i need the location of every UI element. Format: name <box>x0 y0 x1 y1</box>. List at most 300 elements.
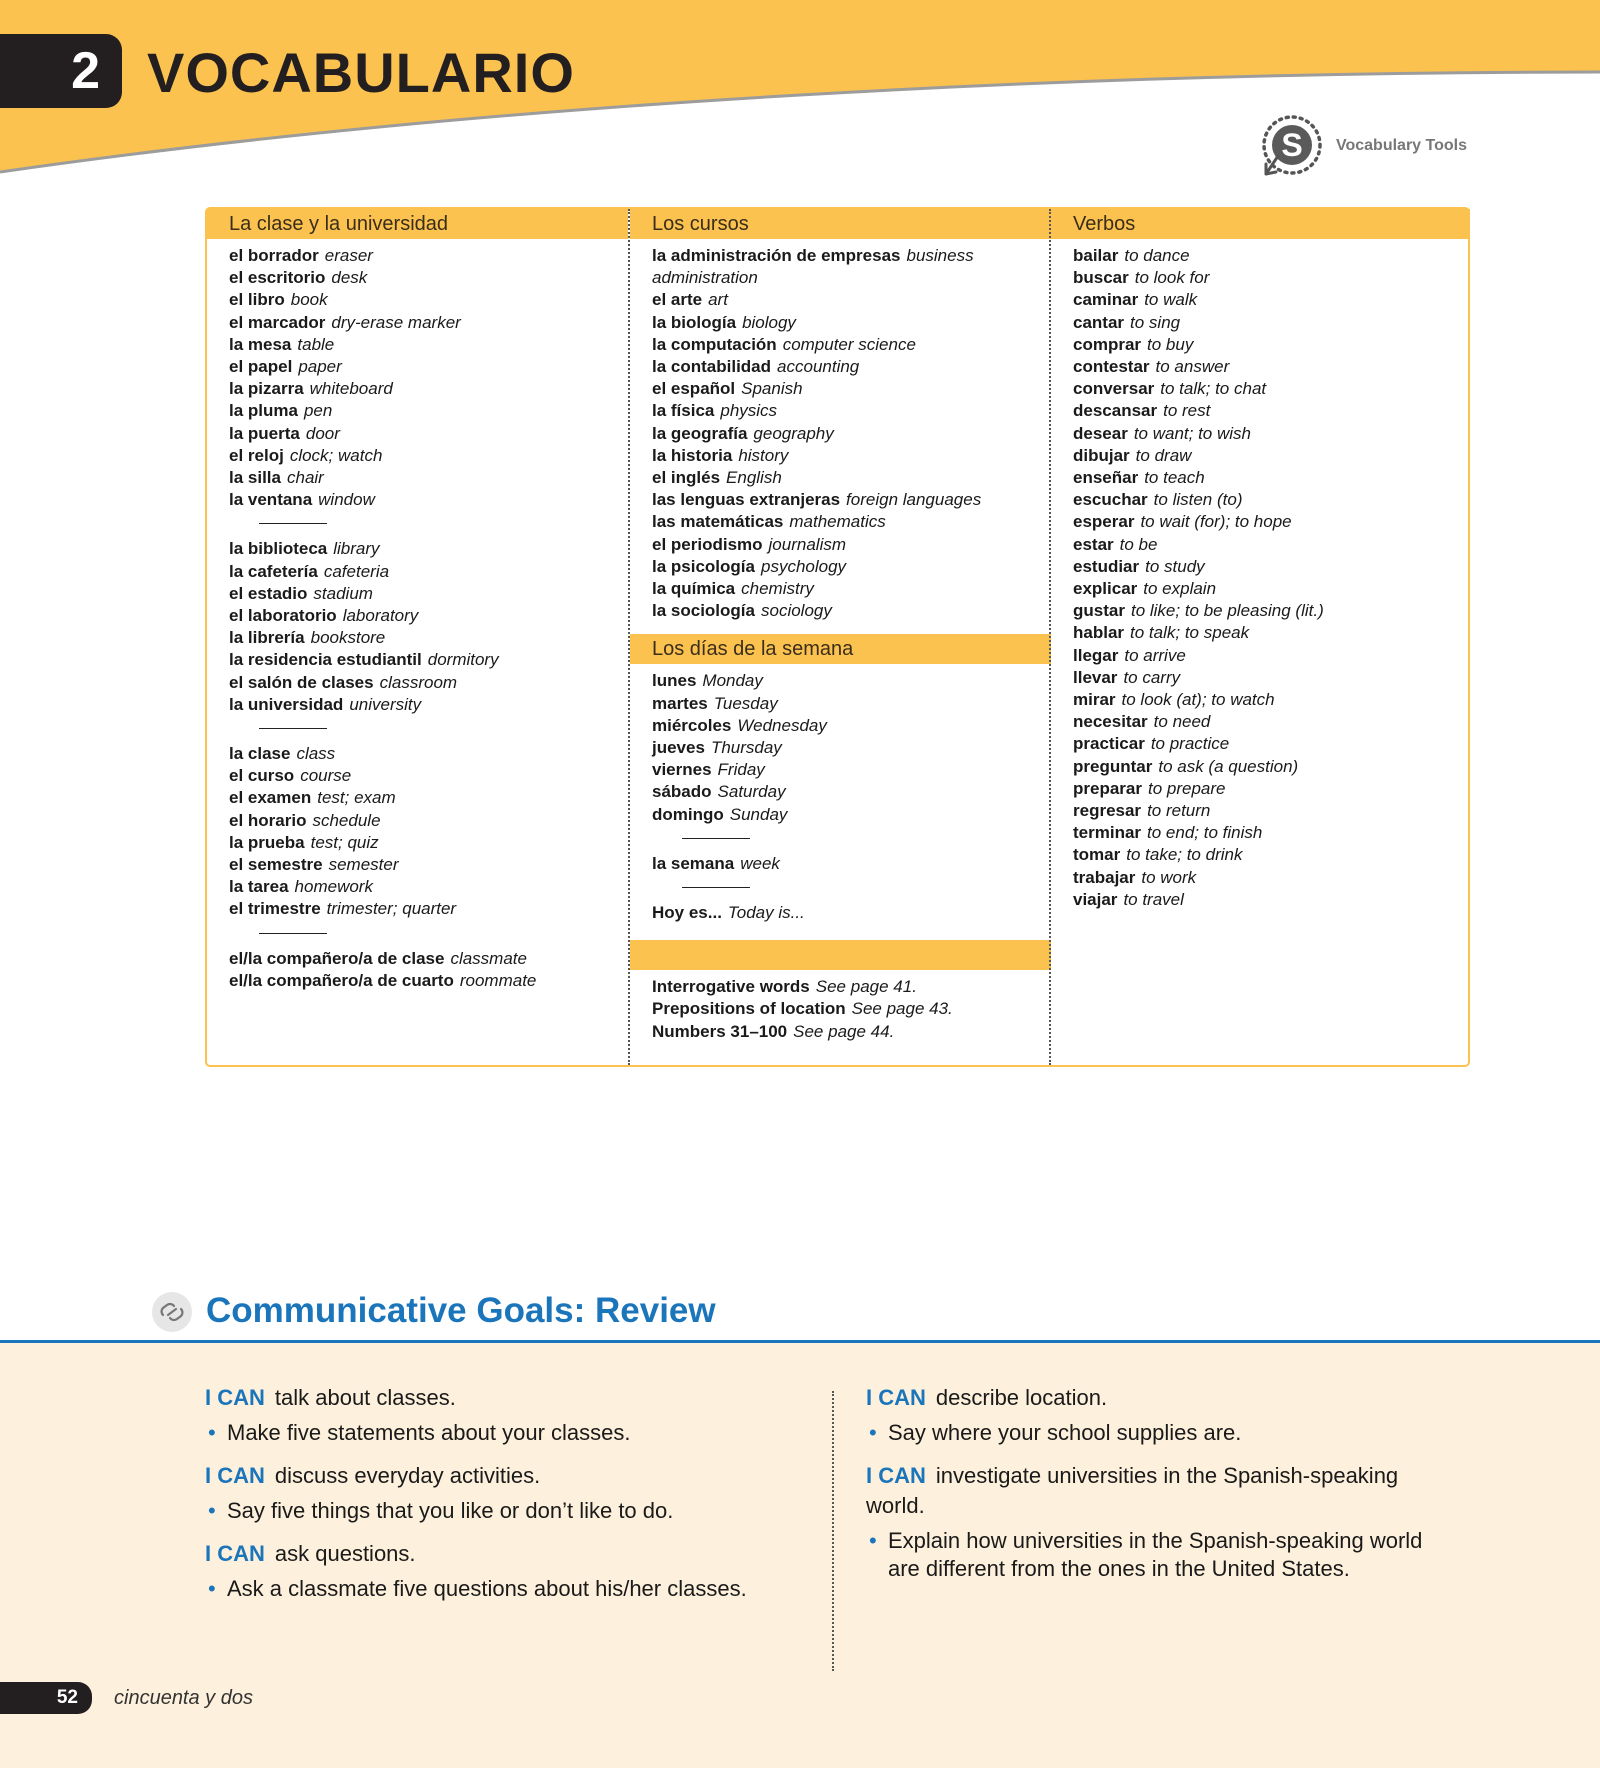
spanish-term: la administración de empresas <box>652 246 901 265</box>
english-translation: to wait (for); to hope <box>1140 512 1292 532</box>
english-translation: art <box>708 290 728 310</box>
goal-task-text: Explain how universities in the Spanish-speaking world are different from the ones in the United States. <box>888 1528 1423 1581</box>
vocab-entry <box>1073 778 1470 800</box>
vocab-entry <box>652 378 1051 400</box>
english-translation: window <box>318 490 375 510</box>
vocab-entry <box>1073 356 1470 378</box>
goal-text: investigate universities in the Spanish-speaking world. <box>866 1463 1399 1518</box>
spanish-term: la física <box>652 401 715 421</box>
goal-task <box>866 1419 1426 1447</box>
goal-statement <box>866 1461 1426 1521</box>
spanish-term: viernes <box>652 760 712 780</box>
spanish-term: bailar <box>1073 246 1119 265</box>
vocab-entry <box>1073 689 1470 711</box>
vocabulary-tools-icon <box>1258 112 1326 180</box>
spanish-term: el libro <box>229 290 285 310</box>
english-translation: to explain <box>1143 579 1217 599</box>
vocab-entry <box>229 312 628 334</box>
vocab-entry <box>1073 400 1470 422</box>
english-translation: See page 43. <box>851 999 953 1019</box>
vocab-entry <box>229 605 628 627</box>
vocab-entry <box>652 289 1051 311</box>
spanish-term: la prueba <box>229 832 305 852</box>
vocab-entry <box>1073 578 1470 600</box>
spanish-term: la biología <box>652 312 737 332</box>
goals-title: Communicative Goals: Review <box>206 1291 716 1330</box>
i-can-label: I CAN <box>866 1385 926 1410</box>
section-heading: Verbos <box>1051 209 1470 239</box>
english-translation: Sunday <box>729 804 788 824</box>
vocab-entry <box>229 334 628 356</box>
vocab-entry <box>652 759 1051 781</box>
goal-task-text: Say five things that you like or don’t like to do. <box>227 1498 674 1523</box>
spanish-term: regresar <box>1073 801 1142 821</box>
english-translation: to like; to be pleasing (lit.) <box>1130 601 1324 621</box>
vocab-entry <box>229 289 628 311</box>
spanish-term: sábado <box>652 782 712 802</box>
goal-task <box>205 1419 805 1447</box>
goal-task-text: Make five statements about your classes. <box>227 1420 631 1445</box>
vocab-entry <box>229 694 628 716</box>
english-translation: chair <box>286 468 324 488</box>
vocab-entry <box>652 670 1051 692</box>
vocab-entry <box>229 467 628 489</box>
english-translation: to dance <box>1124 246 1190 265</box>
spanish-term: el/la compañero/a de clase <box>229 948 445 968</box>
vocab-entry <box>652 600 1051 622</box>
spanish-term: desear <box>1073 423 1128 443</box>
vocab-entry <box>652 511 1051 533</box>
english-translation: to teach <box>1144 468 1205 488</box>
english-translation: computer science <box>782 334 916 354</box>
vocab-entry <box>1073 511 1470 533</box>
english-translation: class <box>296 744 336 764</box>
vocab-entry <box>1073 889 1470 911</box>
vocab-entry <box>1073 489 1470 511</box>
spanish-term: cantar <box>1073 312 1125 332</box>
vocab-entry <box>229 948 628 970</box>
english-translation: sociology <box>760 601 832 621</box>
vocab-list <box>1051 239 1470 911</box>
english-translation: physics <box>720 401 778 421</box>
vocab-entry <box>229 378 628 400</box>
spanish-term: el salón de clases <box>229 672 374 692</box>
english-translation: to want; to wish <box>1133 423 1251 443</box>
spanish-term: enseñar <box>1073 468 1139 488</box>
vocab-entry <box>1073 756 1470 778</box>
vocab-entry <box>1073 622 1470 644</box>
spanish-term: hablar <box>1073 623 1125 643</box>
english-translation: to sing <box>1130 312 1181 332</box>
vocab-entry <box>229 672 628 694</box>
goal-task-text: Ask a classmate five questions about his/her classes. <box>227 1576 747 1601</box>
spanish-term: el escritorio <box>229 268 326 288</box>
spanish-term: el español <box>652 379 736 399</box>
group-divider <box>259 523 327 524</box>
goals-column-right <box>866 1383 1426 1597</box>
english-translation: book <box>290 290 328 310</box>
english-translation: to end; to finish <box>1147 823 1263 843</box>
english-translation: See page 44. <box>793 1021 895 1041</box>
vocab-entry <box>229 787 628 809</box>
vocab-entry <box>1073 667 1470 689</box>
english-translation: to look for <box>1134 268 1210 288</box>
goal-text: describe location. <box>935 1385 1108 1410</box>
spanish-term: el/la compañero/a de cuarto <box>229 970 454 990</box>
vocab-list <box>207 239 628 992</box>
vocab-entry <box>652 781 1051 803</box>
vocab-entry <box>229 423 628 445</box>
english-translation: Saturday <box>717 782 786 802</box>
i-can-label: I CAN <box>205 1463 265 1488</box>
vocab-list <box>630 664 1051 924</box>
bullet-icon: • <box>869 1420 877 1445</box>
english-translation: to rest <box>1163 401 1211 421</box>
goal-statement <box>205 1383 805 1413</box>
spanish-term: practicar <box>1073 734 1145 754</box>
spanish-term: la cafetería <box>229 561 318 581</box>
vocab-entry <box>1073 423 1470 445</box>
goal-item <box>205 1539 805 1603</box>
vocab-entry <box>652 423 1051 445</box>
english-translation: dormitory <box>427 650 499 670</box>
group-divider <box>682 887 750 888</box>
english-translation: to draw <box>1135 445 1192 465</box>
english-translation: to need <box>1153 712 1211 732</box>
goal-text: talk about classes. <box>274 1385 456 1410</box>
english-translation: accounting <box>777 357 860 377</box>
vocab-entry <box>652 902 1051 924</box>
english-translation: Thursday <box>710 738 782 758</box>
spanish-term: estar <box>1073 534 1114 554</box>
english-translation: to carry <box>1123 667 1181 687</box>
vocab-entry <box>229 765 628 787</box>
spanish-term: la contabilidad <box>652 357 772 377</box>
vocab-entry <box>652 976 1051 998</box>
spanish-term: la pizarra <box>229 379 304 399</box>
english-translation: to be <box>1119 534 1158 554</box>
spanish-term: la computación <box>652 334 777 354</box>
page-number-words: cincuenta y dos <box>114 1687 253 1709</box>
spanish-term: dibujar <box>1073 445 1130 465</box>
vocab-entry <box>229 832 628 854</box>
english-translation: schedule <box>312 810 381 830</box>
vocab-entry <box>1073 844 1470 866</box>
vocab-entry <box>229 245 628 267</box>
vocab-entry <box>229 854 628 876</box>
goal-task <box>205 1575 805 1603</box>
goal-statement <box>866 1383 1426 1413</box>
spanish-term: llegar <box>1073 645 1119 665</box>
vocab-entry <box>1073 289 1470 311</box>
vocab-entry <box>652 693 1051 715</box>
svg-text:S: S <box>1281 127 1303 163</box>
spanish-term: conversar <box>1073 379 1155 399</box>
spanish-term: el trimestre <box>229 899 321 919</box>
vocab-entry <box>229 400 628 422</box>
spanish-term: la mesa <box>229 334 292 354</box>
spanish-term: el estadio <box>229 583 308 603</box>
goal-task-text: Say where your school supplies are. <box>888 1420 1242 1445</box>
english-translation: to arrive <box>1124 645 1186 665</box>
spanish-term: la librería <box>229 628 305 648</box>
vocab-entry <box>652 467 1051 489</box>
goal-item <box>205 1383 805 1447</box>
english-translation: Monday <box>702 671 763 691</box>
english-translation: test; exam <box>317 788 396 808</box>
spanish-term: la química <box>652 579 736 599</box>
vocab-column-verbs <box>1049 209 1470 1065</box>
spanish-term: la universidad <box>229 694 344 714</box>
english-translation: laboratory <box>342 606 419 626</box>
section-heading: Los cursos <box>630 209 1051 239</box>
spanish-term: gustar <box>1073 601 1125 621</box>
goal-statement <box>205 1461 805 1491</box>
vocab-column-courses <box>628 209 1051 1065</box>
spanish-term: el papel <box>229 357 293 377</box>
vocab-entry <box>229 445 628 467</box>
spanish-term: la sociología <box>652 601 755 621</box>
english-translation: Tuesday <box>713 693 778 713</box>
spanish-term: el examen <box>229 788 312 808</box>
spanish-term: el horario <box>229 810 307 830</box>
vocab-entry <box>229 561 628 583</box>
goals-separator <box>832 1391 834 1671</box>
spanish-term: el inglés <box>652 468 721 488</box>
vocab-entry <box>1073 600 1470 622</box>
spanish-term: tomar <box>1073 845 1121 865</box>
goal-statement <box>205 1539 805 1569</box>
vocab-entry <box>229 876 628 898</box>
english-translation: chemistry <box>741 579 814 599</box>
vocab-entry <box>652 400 1051 422</box>
english-translation: biology <box>742 312 796 332</box>
vocab-entry <box>652 534 1051 556</box>
spanish-term: esperar <box>1073 512 1135 532</box>
english-translation: English <box>726 468 782 488</box>
goals-column-left <box>205 1383 805 1617</box>
vocab-entry <box>652 356 1051 378</box>
section-heading-bar <box>630 940 1051 970</box>
english-translation: classroom <box>379 672 458 692</box>
vocab-entry <box>229 627 628 649</box>
spanish-term: buscar <box>1073 268 1129 288</box>
english-translation: week <box>740 853 780 873</box>
link-icon <box>152 1292 192 1332</box>
vocab-entry <box>1073 867 1470 889</box>
spanish-term: el periodismo <box>652 534 763 554</box>
group-divider <box>682 838 750 839</box>
vocab-entry <box>229 898 628 920</box>
spanish-term: preguntar <box>1073 756 1153 776</box>
chapter-number-badge: 2 <box>0 34 122 108</box>
bullet-icon: • <box>208 1576 216 1601</box>
vocabulary-tools-link[interactable] <box>1258 112 1467 180</box>
english-translation: stadium <box>313 583 373 603</box>
spanish-term: escuchar <box>1073 490 1148 510</box>
vocab-entry <box>1073 645 1470 667</box>
english-translation: to talk; to speak <box>1130 623 1250 643</box>
vocab-entry <box>229 356 628 378</box>
english-translation: to practice <box>1150 734 1230 754</box>
vocab-column-class <box>207 209 628 1065</box>
vocab-entry <box>652 445 1051 467</box>
bullet-icon: • <box>208 1498 216 1523</box>
vocab-entry <box>229 810 628 832</box>
page-number: 52 <box>0 1682 92 1714</box>
vocab-entry <box>1073 378 1470 400</box>
english-translation: whiteboard <box>309 379 393 399</box>
vocab-entry <box>229 489 628 511</box>
spanish-term: las lenguas extranjeras <box>652 490 841 510</box>
vocab-entry <box>652 245 1051 289</box>
vocab-entry <box>652 578 1051 600</box>
english-translation: to listen (to) <box>1153 490 1243 510</box>
vocab-entry <box>652 556 1051 578</box>
english-translation: journalism <box>768 534 847 554</box>
spanish-term: el arte <box>652 290 703 310</box>
english-translation: Wednesday <box>737 715 827 735</box>
english-translation: trimester; quarter <box>326 899 457 919</box>
vocab-entry <box>1073 245 1470 267</box>
spanish-term: Hoy es... <box>652 903 722 923</box>
english-translation: homework <box>294 877 373 897</box>
spanish-term: la tarea <box>229 877 289 897</box>
vocab-entry <box>1073 733 1470 755</box>
goal-item <box>866 1461 1426 1583</box>
goal-item <box>866 1383 1426 1447</box>
i-can-label: I CAN <box>866 1463 926 1488</box>
vocab-entry <box>652 998 1051 1020</box>
goal-item <box>205 1461 805 1525</box>
spanish-term: la clase <box>229 744 291 764</box>
vocab-entry <box>229 267 628 289</box>
spanish-term: la semana <box>652 853 735 873</box>
vocab-entry <box>1073 556 1470 578</box>
goal-text: ask questions. <box>274 1541 416 1566</box>
spanish-term: la historia <box>652 445 733 465</box>
english-translation: to study <box>1145 556 1205 576</box>
vocab-entry <box>652 737 1051 759</box>
spanish-term: la psicología <box>652 556 755 576</box>
bullet-icon: • <box>869 1528 877 1553</box>
english-translation: pen <box>303 401 333 421</box>
english-translation: paper <box>298 357 342 377</box>
section-heading: La clase y la universidad <box>207 209 628 239</box>
spanish-term: martes <box>652 693 708 713</box>
spanish-term: Interrogative words <box>652 977 810 997</box>
goal-task <box>205 1497 805 1525</box>
english-translation: See page 41. <box>815 977 917 997</box>
english-translation: Today is... <box>727 903 805 923</box>
vocab-entry <box>652 1021 1051 1043</box>
spanish-term: comprar <box>1073 334 1142 354</box>
english-translation: to take; to drink <box>1126 845 1243 865</box>
spanish-term: domingo <box>652 804 724 824</box>
spanish-term: la biblioteca <box>229 539 328 559</box>
spanish-term: el semestre <box>229 855 323 875</box>
vocab-entry <box>229 583 628 605</box>
spanish-term: miércoles <box>652 715 732 735</box>
vocab-entry <box>1073 467 1470 489</box>
english-translation: to ask (a question) <box>1158 756 1299 776</box>
spanish-term: el borrador <box>229 246 319 265</box>
english-translation: to look (at); to watch <box>1121 690 1275 710</box>
section-heading: Los días de la semana <box>630 634 1051 664</box>
spanish-term: la residencia estudiantil <box>229 650 422 670</box>
vocab-entry <box>1073 800 1470 822</box>
english-translation: test; quiz <box>310 832 379 852</box>
page-title: VOCABULARIO <box>147 41 575 104</box>
vocab-entry <box>1073 534 1470 556</box>
english-translation: Friday <box>717 760 765 780</box>
spanish-term: el reloj <box>229 445 284 465</box>
english-translation: foreign languages <box>846 490 982 510</box>
english-translation: classmate <box>450 948 527 968</box>
english-translation: history <box>738 445 789 465</box>
spanish-term: el laboratorio <box>229 606 337 626</box>
vocab-entry <box>229 970 628 992</box>
english-translation: table <box>297 334 335 354</box>
vocab-entry <box>652 804 1051 826</box>
spanish-term: Numbers 31–100 <box>652 1021 788 1041</box>
spanish-term: trabajar <box>1073 867 1136 887</box>
spanish-term: la ventana <box>229 490 313 510</box>
group-divider <box>259 933 327 934</box>
english-translation: to buy <box>1147 334 1194 354</box>
english-translation: roommate <box>459 970 537 990</box>
english-translation: geography <box>753 423 834 443</box>
spanish-term: el marcador <box>229 312 326 332</box>
english-translation: business administration <box>652 246 974 288</box>
spanish-term: estudiar <box>1073 556 1140 576</box>
spanish-term: jueves <box>652 738 705 758</box>
english-translation: door <box>305 423 340 443</box>
english-translation: to travel <box>1123 889 1184 909</box>
group-divider <box>259 728 327 729</box>
english-translation: desk <box>331 268 368 288</box>
vocab-entry <box>1073 822 1470 844</box>
vocab-entry <box>1073 267 1470 289</box>
spanish-term: la pluma <box>229 401 298 421</box>
english-translation: semester <box>328 855 399 875</box>
i-can-label: I CAN <box>205 1541 265 1566</box>
english-translation: to answer <box>1155 357 1230 377</box>
english-translation: to prepare <box>1147 778 1226 798</box>
goal-text: discuss everyday activities. <box>274 1463 541 1488</box>
bullet-icon: • <box>208 1420 216 1445</box>
vocab-entry <box>229 538 628 560</box>
vocab-entry <box>229 743 628 765</box>
vocab-entry <box>1073 445 1470 467</box>
english-translation: mathematics <box>789 512 886 532</box>
vocab-entry <box>652 334 1051 356</box>
reference-list <box>630 970 1051 1043</box>
vocab-entry <box>1073 711 1470 733</box>
english-translation: cafeteria <box>323 561 390 581</box>
spanish-term: la geografía <box>652 423 748 443</box>
vocab-entry <box>652 489 1051 511</box>
spanish-term: descansar <box>1073 401 1158 421</box>
spanish-term: preparar <box>1073 778 1142 798</box>
english-translation: dry-erase marker <box>331 312 461 332</box>
english-translation: to work <box>1141 867 1197 887</box>
vocab-entry <box>1073 334 1470 356</box>
english-translation: eraser <box>324 246 373 265</box>
english-translation: course <box>300 766 352 786</box>
goal-task <box>866 1527 1426 1583</box>
vocab-entry <box>652 715 1051 737</box>
